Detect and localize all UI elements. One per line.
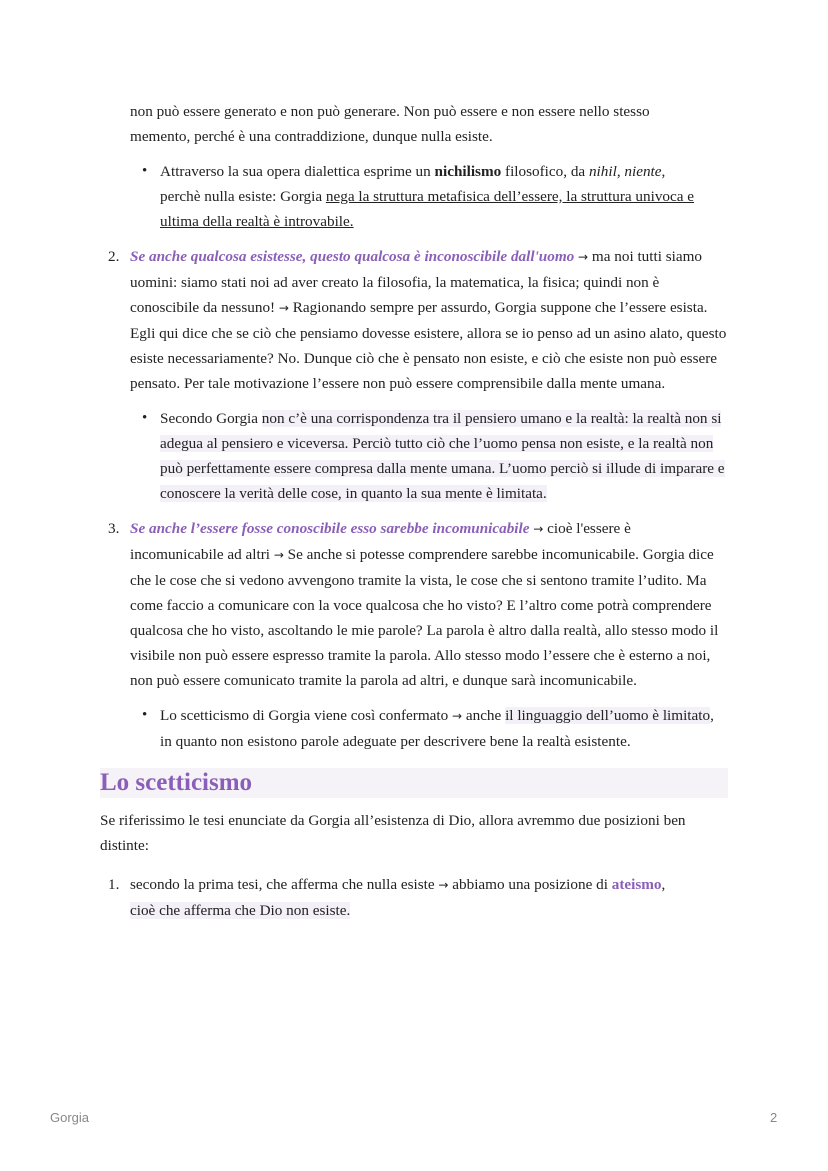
bullet-text: Attraverso la sua opera dialettica esprime un xyxy=(160,163,435,180)
bullet-dot: • xyxy=(142,410,148,426)
bullet-text: anche xyxy=(462,707,506,724)
highlighted-text: non c’è una corrispondenza tra il pensiero umano e la realtà: la realtà non si adegua al pensiero e viceversa. Perciò tutto ciò che l’uomo pensa non esiste, e la realtà non può perfettamente essere compresa dalla mente umana. L’uomo perciò si illude di imparare e conoscere la verità delle cose, in quanto la sua mente è limitata. xyxy=(160,410,725,502)
list-item-1 xyxy=(108,872,728,923)
item-number: 3. xyxy=(108,520,120,537)
bullet-text: , xyxy=(661,163,666,180)
list-item-3 xyxy=(108,516,728,693)
item-text: Se anche si potesse comprendere sarebbe incomunicabile. Gorgia dice che le cose che si vedono avvengono tramite la vista, le cose che si sentono tramite l’udito. Ma come faccio a comunicare con la voce qualcosa che ho visto? E l’altro come potrà comprendere qualcosa che ho visto, ascoltando le mie parole? La parola è altro dalla realtà, allo stesso modo il visibile non può essere espresso tramite la parola. Allo stesso modo l’essere che è esterno a noi, non può essere comunicato tramite la parola ad altri, e dunque sarà incomunicabile. xyxy=(130,546,719,689)
document-body xyxy=(100,99,728,923)
bullet-text: , in quanto non esistono parole adeguate per descrivere bene la realtà esistente. xyxy=(160,707,714,750)
item-text: Ragionando sempre per assurdo, Gorgia suppone che l’essere esista. Egli qui dice che se ciò che pensiamo dovesse esistere, allora se io penso ad un asino alato, questo esiste necessariamente? No. Dunque ciò che è pensato non esiste, e ciò che esiste non può essere pensato. Per tale motivazione l’essere non può essere comprensibile dalla mente umana. xyxy=(130,299,727,392)
bullet-text: perchè nulla esiste: Gorgia xyxy=(160,188,326,205)
section-heading: Lo scetticismo xyxy=(100,768,728,798)
bullet-text: Lo scetticismo di Gorgia viene così confermato xyxy=(160,707,452,724)
bullet-corrispondenza xyxy=(142,406,728,506)
highlighted-text: cioè che afferma che Dio non esiste. xyxy=(130,902,351,919)
section-intro: Se riferissimo le tesi enunciate da Gorgia all’esistenza di Dio, allora avremmo due posizioni ben distinte: xyxy=(100,812,686,854)
footer-title: Gorgia xyxy=(50,1110,90,1125)
thesis-text: Se anche qualcosa esistesse, questo qualcosa è inconoscibile dall'uomo xyxy=(130,248,575,265)
arrow-icon: → xyxy=(578,250,589,264)
bullet-text: filosofico, da xyxy=(501,163,589,180)
bullet-dot: • xyxy=(142,707,148,723)
item-text: secondo la prima tesi, che afferma che nulla esiste xyxy=(130,876,439,893)
bullet-text: Secondo Gorgia xyxy=(160,410,262,427)
thesis-text: Se anche l’essere fosse conoscibile esso sarebbe incomunicabile xyxy=(130,520,530,537)
arrow-icon: → xyxy=(273,548,284,562)
italic-term: niente xyxy=(624,163,662,180)
item-text: abbiamo una posizione di xyxy=(448,876,612,893)
list-item-2 xyxy=(108,244,728,396)
item-text: cioè l'essere è incomunicabile ad altri xyxy=(130,520,631,563)
item-text: ma noi tutti siamo uomini: siamo stati noi ad aver creato la filosofia, la matematica, la fisica; quindi non è conoscibile da nessuno! xyxy=(130,248,703,316)
bold-term: nichilismo xyxy=(434,163,502,180)
bullet-nichilismo xyxy=(142,159,728,234)
italic-term: nihil xyxy=(588,163,617,180)
item-number: 1. xyxy=(108,876,120,893)
continuation-line-1: non può essere generato e non può generare. Non può essere e non essere nello stesso xyxy=(130,103,650,120)
item-text: , xyxy=(661,876,666,893)
arrow-icon: → xyxy=(438,878,449,892)
arrow-icon: → xyxy=(533,522,544,536)
underlined-text: nega la struttura metafisica dell’essere, la struttura univoca e ultima della realtà è introvabile. xyxy=(160,188,695,230)
arrow-icon: → xyxy=(452,709,463,723)
continuation-paragraph xyxy=(130,99,728,149)
bullet-linguaggio xyxy=(142,703,728,754)
bullet-dot: • xyxy=(142,163,148,179)
arrow-icon: → xyxy=(278,301,289,315)
highlighted-text: il linguaggio dell’uomo è limitato xyxy=(505,707,711,724)
bold-term: ateismo xyxy=(611,876,662,893)
continuation-line-2: memento, perché è una contraddizione, dunque nulla esiste. xyxy=(130,128,493,145)
page-number: 2 xyxy=(770,1110,778,1125)
item-number: 2. xyxy=(108,248,120,265)
bullet-text: , xyxy=(616,163,625,180)
